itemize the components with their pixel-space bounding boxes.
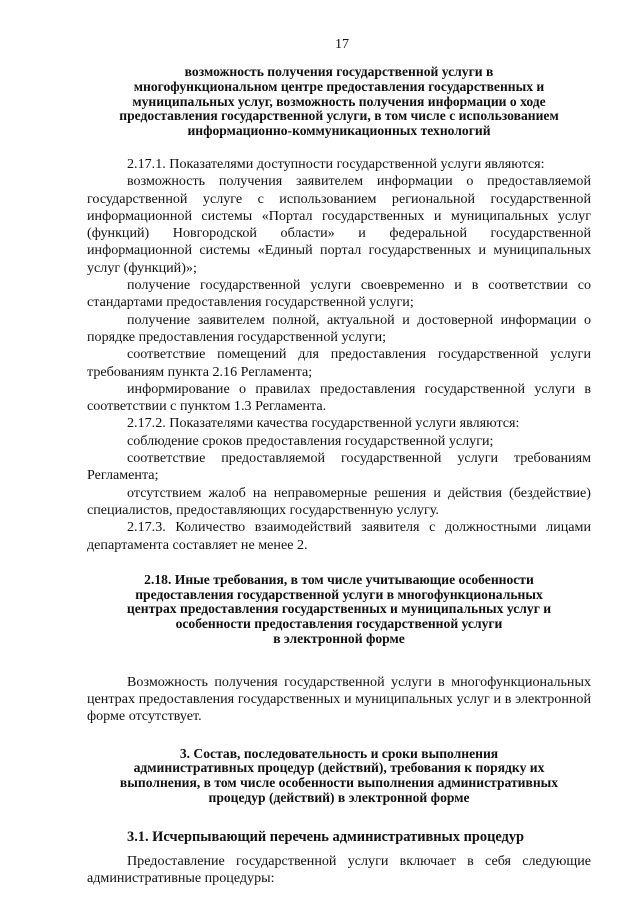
section-heading-availability: [87, 65, 591, 139]
heading-line: выполнения, в том числе особенности выполнения административных: [119, 775, 559, 791]
page-number: 17: [335, 37, 349, 52]
heading-line: информационно-коммуникационных технологий: [187, 123, 491, 139]
heading-line: административных процедур (действий), требования к порядку их: [133, 760, 545, 776]
heading-line: процедур (действий) в электронной форме: [208, 790, 470, 806]
subsection-heading-3-1: 3.1. Исчерпывающий перечень административных процедур: [127, 828, 525, 845]
heading-line: в электронной форме: [273, 631, 405, 646]
paragraph-2-18: Возможность получения государственной услуги в многофункциональных центрах предоставления государственных и муниципальных услуг и в электронной форме отсутствует.: [87, 673, 591, 725]
heading-line: предоставления государственной услуги в многофункциональных: [135, 586, 543, 602]
paragraph-compliance: соответствие предоставляемой государственной услуги требованиям Регламента;: [87, 450, 591, 484]
paragraph-full-info: получение заявителем полной, актуальной и достоверной информации о порядке предоставления государственной услуги;: [87, 311, 591, 345]
paragraph-3-1: Предоставление государственной услуги включает в себя следующие административные процедуры:: [87, 852, 591, 887]
heading-line: 2.18. Иные требования, в том числе учитывающие особенности: [144, 571, 534, 587]
heading-line: возможность получения государственной услуги в: [184, 64, 494, 79]
paragraph-2-17-2: 2.17.2. Показателями качества государственной услуги являются:: [127, 415, 520, 432]
paragraph-deadlines: соблюдение сроков предоставления государственной услуги;: [127, 432, 494, 449]
section-2-17-body: [87, 156, 591, 554]
section-heading-3: [87, 747, 591, 806]
paragraph-premises: соответствие помещений для предоставления государственной услуги требованиям пункта 2.16 Регламента;: [87, 346, 591, 380]
paragraph-2-17-1: 2.17.1. Показателями доступности государственной услуги являются:: [127, 155, 545, 172]
paragraph-2-17-3: 2.17.3. Количество взаимодействий заявителя с должностными лицами департамента составляет не менее 2.: [87, 519, 591, 553]
heading-line: предоставления государственной услуги, в том числе с использованием: [119, 108, 559, 124]
paragraph-informing: информирование о правилах предоставления государственной услуги в соответствии с пунктом 1.3 Регламента.: [87, 380, 591, 415]
section-heading-2-18: [87, 573, 591, 647]
heading-line: многофункциональном центре предоставления государственных и: [133, 78, 545, 94]
heading-line: муниципальных услуг, возможность получения информации о ходе: [132, 93, 546, 109]
heading-line: особенности предоставления государственной услуги: [175, 616, 503, 632]
heading-line: 3. Состав, последовательность и сроки выполнения: [179, 745, 499, 761]
paragraph-no-complaints: отсутствием жалоб на неправомерные решения и действия (бездействие) специалистов, предоставляющих государственную услугу.: [87, 484, 591, 518]
paragraph-portal-info: возможность получения заявителем информации о предоставляемой государственной услуге с использованием региональной государственной информационной системы «Портал государственных и муниципальных услуг (функций) Новгородской области» и федеральной государственной информационной системы «Единый портал государственных и муниципальных услуг (функций)»;: [87, 173, 591, 276]
paragraph-timely-service: получение государственной услуги своевременно и в соответствии со стандартами предоставления государственной услуги;: [87, 277, 591, 311]
heading-line: центрах предоставления государственных и муниципальных услуг и: [126, 601, 552, 617]
